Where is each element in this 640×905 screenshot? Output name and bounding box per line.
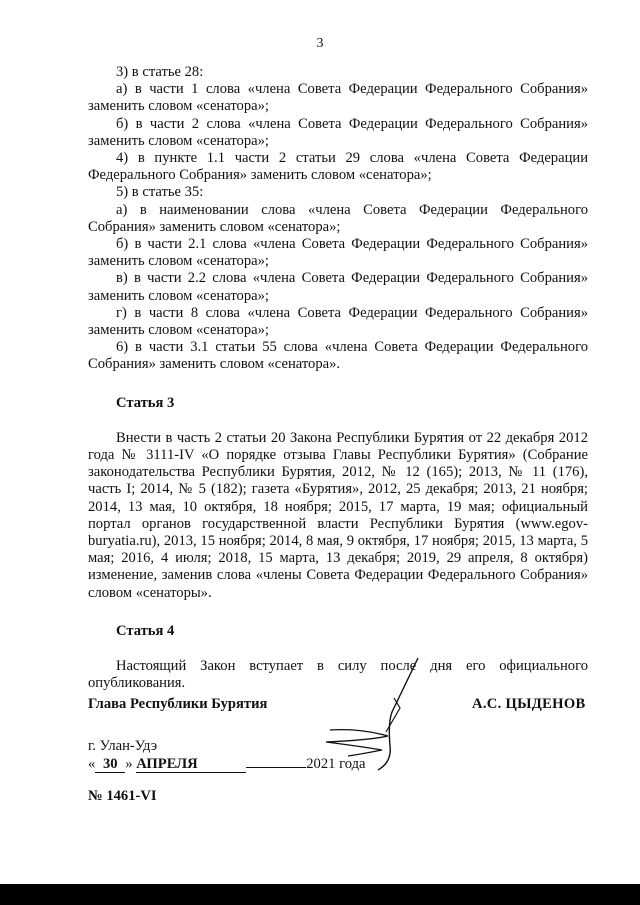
signatory-name: А.С. ЦЫДЕНОВ [472, 696, 586, 712]
signing-date [88, 756, 366, 773]
paragraph: б) в части 2 слова «члена Совета Федерации Федерального Собрания» заменить словом «сенатора»; [88, 115, 588, 149]
page-number: 3 [316, 36, 324, 51]
date-month: АПРЕЛЯ [136, 757, 246, 773]
paragraph: в) в части 2.2 слова «члена Совета Федерации Федерального Собрания» заменить словом «сенатора»; [88, 270, 588, 304]
article-4-text: Настоящий Закон вступает в силу после дня его официального опубликования. [88, 658, 588, 692]
date-blank [246, 767, 306, 768]
paragraph: г) в части 8 слова «члена Совета Федерации Федерального Собрания» заменить словом «сенатора»; [88, 304, 588, 339]
law-number: № 1461-VI [88, 788, 157, 804]
paragraph: а) в части 1 слова «члена Совета Федерации Федерального Собрания» заменить словом «сенатора»; [88, 81, 588, 115]
document-body [88, 64, 588, 693]
article-4-heading: Статья 4 [116, 622, 175, 639]
paragraph: 5) в статье 35: [116, 184, 204, 201]
article-3-text: Внести в часть 2 статьи 20 Закона Республики Бурятия от 22 декабря 2012 года № 3111-IV «О порядке отзыва Главы Республики Бурятия» (Собрание законодательства Республики Бурятия, 2012, № 12 (165); 2013, № 11 (176), часть I; 2014, № 5 (182); газета «Бурятия», 2012, 25 декабря; 2013, 21 ноября; 2014, 13 мая, 10 октября, 18 ноября; 2015, 17 марта, 19 мая; официальный портал органов государственной власти Республики Бурятия (www.egov-buryatia.ru), 2013, 15 ноября; 2014, 8 мая, 9 октября, 17 ноября; 2015, 13 марта, 5 мая; 2016, 4 июля; 2018, 15 марта, 13 декабря; 2019, 29 апреля, 8 октября) изменение, заменив слова «члены Совета Федерации Федерального Собрания» словом «сенаторы». [88, 429, 588, 601]
article-3-heading: Статья 3 [116, 394, 175, 411]
scan-border [0, 884, 640, 905]
signatory-title: Глава Республики Бурятия [88, 696, 268, 712]
date-year: 2021 года [306, 756, 366, 772]
date-day: 30 [95, 757, 125, 773]
place-of-signing: г. Улан-Удэ [88, 738, 158, 754]
paragraph: б) в части 2.1 слова «члена Совета Федерации Федерального Собрания» заменить словом «сенатора»; [88, 236, 588, 270]
date-open-quote: « [88, 756, 96, 772]
paragraph: 6) в части 3.1 статьи 55 слова «члена Совета Федерации Федерального Собрания» заменить словом «сенатора». [88, 339, 588, 373]
paragraph: 4) в пункте 1.1 части 2 статьи 29 слова «члена Совета Федерации Федерального Собрания» заменить словом «сенатора»; [88, 150, 588, 184]
paragraph: а) в наименовании слова «члена Совета Федерации Федерального Собрания» заменить словом «сенатора»; [88, 201, 588, 235]
date-close-quote: » [125, 756, 133, 772]
paragraph: 3) в статье 28: [116, 64, 204, 80]
